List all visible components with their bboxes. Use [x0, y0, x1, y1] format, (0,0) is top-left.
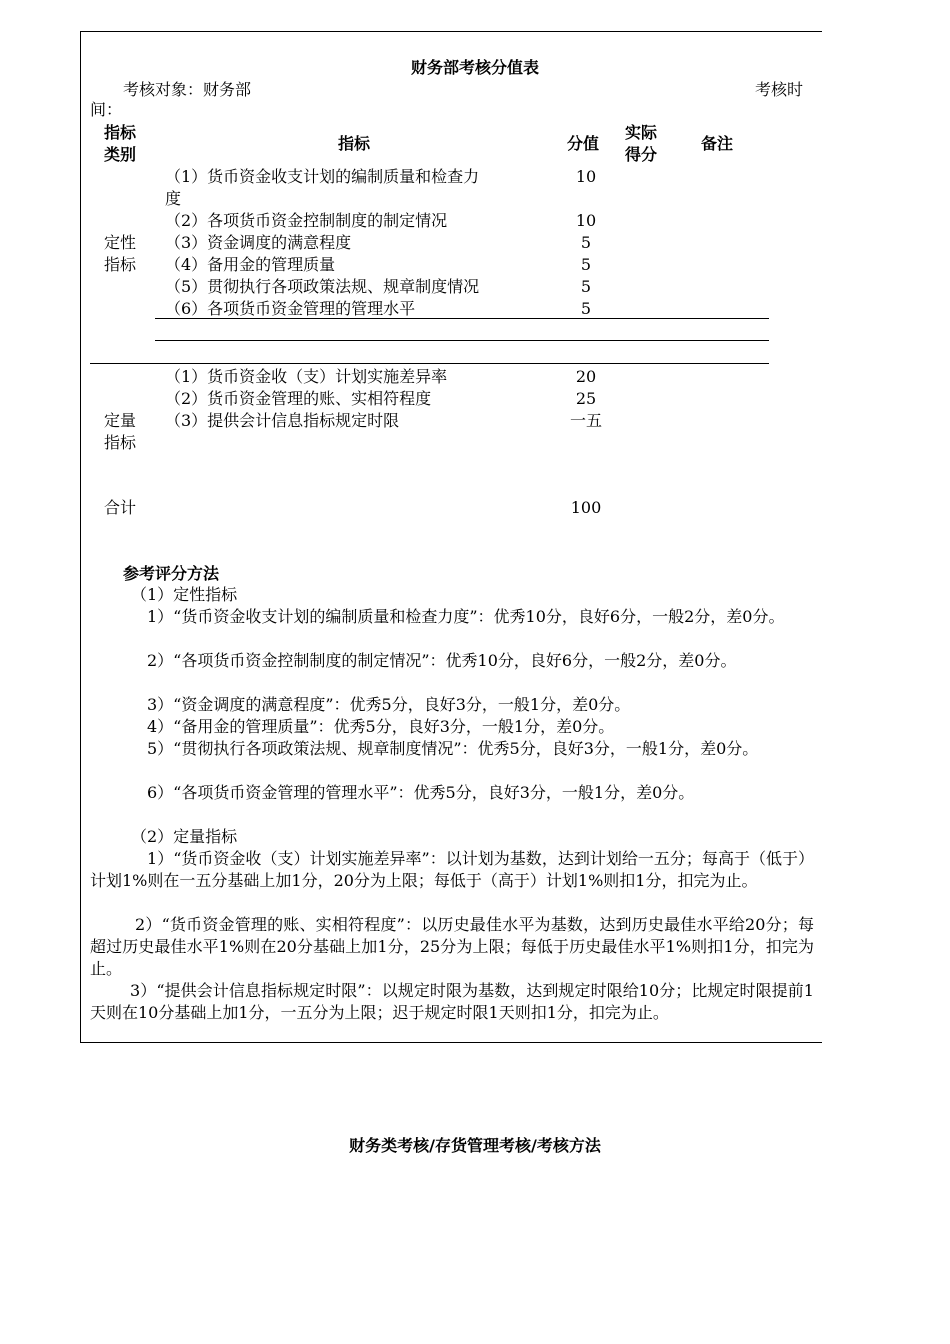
- time-label-cont: 间：: [90, 100, 123, 119]
- qual-item-2: （2）各项货币资金控制制度的制定情况: [165, 211, 448, 230]
- qual-item-5: （5）贯彻执行各项政策法规、规章制度情况: [165, 277, 480, 296]
- quant-method-3: 3）“提供会计信息指标规定时限”：以规定时限为基数，达到规定时限给10分；比规定时限提前1天则在10分基础上加1分，一五分为上限；迟于规定时限1天则扣1分，扣完为止。: [90, 981, 814, 1022]
- header-actual: 实际: [625, 123, 658, 142]
- qual-method-2: 2）“各项货币资金控制制度的制定情况”：优秀10分，良好6分，一般2分，差0分。: [147, 651, 737, 670]
- header-actual-2: 得分: [625, 145, 658, 164]
- object-label: 考核对象：财务部: [123, 80, 252, 99]
- quant-score-2: 25: [575, 389, 597, 408]
- header-indicator: 指标: [338, 134, 371, 153]
- quant-category: 定量: [104, 411, 137, 430]
- table-rule: [155, 340, 769, 341]
- qual-category: 定性: [104, 233, 137, 252]
- table-rule: [155, 318, 769, 319]
- qual-score-2: 10: [575, 211, 597, 230]
- qual-item-1-cont: 度: [165, 189, 182, 208]
- quant-method-2: 2）“货币资金管理的账、实相符程度”：以历史最佳水平为基数，达到历史最佳水平给20分；每超过历史最佳水平1%则在20分基础上加1分，25分为上限；每低于历史最佳水平1%则扣1分，扣完为止。: [90, 915, 814, 978]
- qual-method-5: 5）“贯彻执行各项政策法规、规章制度情况”：优秀5分，良好3分，一般1分，差0分。: [147, 739, 759, 758]
- qual-item-1: （1）货币资金收支计划的编制质量和检查力: [165, 167, 480, 186]
- qual-category-2: 指标: [104, 255, 137, 274]
- page-title: 财务部考核分值表: [410, 58, 539, 77]
- qual-score-1: 10: [575, 167, 597, 186]
- quant-method-heading: （2）定量指标: [131, 827, 238, 846]
- header-category-2: 类别: [104, 145, 137, 164]
- table-rule: [90, 363, 769, 364]
- quant-score-3: 一五: [569, 411, 602, 430]
- total-label: 合计: [104, 498, 137, 517]
- quant-item-3: （3）提供会计信息指标规定时限: [165, 411, 400, 430]
- qual-method-1: 1）“货币资金收支计划的编制质量和检查力度”：优秀10分，良好6分，一般2分，差0分。: [147, 607, 785, 626]
- qual-item-4: （4）备用金的管理质量: [165, 255, 336, 274]
- quant-item-1: （1）货币资金收（支）计划实施差异率: [165, 367, 448, 386]
- qual-item-6: （6）各项货币资金管理的管理水平: [165, 299, 416, 318]
- header-score: 分值: [567, 134, 600, 153]
- qual-method-6: 6）“各项货币资金管理的管理水平”：优秀5分，良好3分，一般1分，差0分。: [147, 783, 695, 802]
- qual-score-6: 5: [580, 299, 592, 318]
- qual-score-5: 5: [580, 277, 592, 296]
- qual-score-4: 5: [580, 255, 592, 274]
- header-remark: 备注: [701, 134, 734, 153]
- qual-score-3: 5: [580, 233, 592, 252]
- quant-category-2: 指标: [104, 433, 137, 452]
- qual-method-heading: （1）定性指标: [131, 585, 238, 604]
- method-heading: 参考评分方法: [123, 564, 220, 583]
- qual-item-3: （3）资金调度的满意程度: [165, 233, 352, 252]
- quant-score-1: 20: [575, 367, 597, 386]
- header-category: 指标: [104, 123, 137, 142]
- total-score: 100: [570, 498, 602, 517]
- quant-method-1: 1）“货币资金收（支）计划实施差异率”：以计划为基数，达到计划给一五分；每高于（低于）计划1%则在一五分基础上加1分，20分为上限；每低于（高于）计划1%则扣1分，扣完为止。: [90, 849, 814, 890]
- qual-method-4: 4）“备用金的管理质量”：优秀5分，良好3分，一般1分，差0分。: [147, 717, 615, 736]
- quant-item-2: （2）货币资金管理的账、实相符程度: [165, 389, 432, 408]
- qual-method-3: 3）“资金调度的满意程度”：优秀5分，良好3分，一般1分，差0分。: [147, 695, 631, 714]
- time-label: 考核时: [755, 80, 804, 99]
- footer-breadcrumb: 财务类考核/存货管理考核/考核方法: [349, 1136, 601, 1155]
